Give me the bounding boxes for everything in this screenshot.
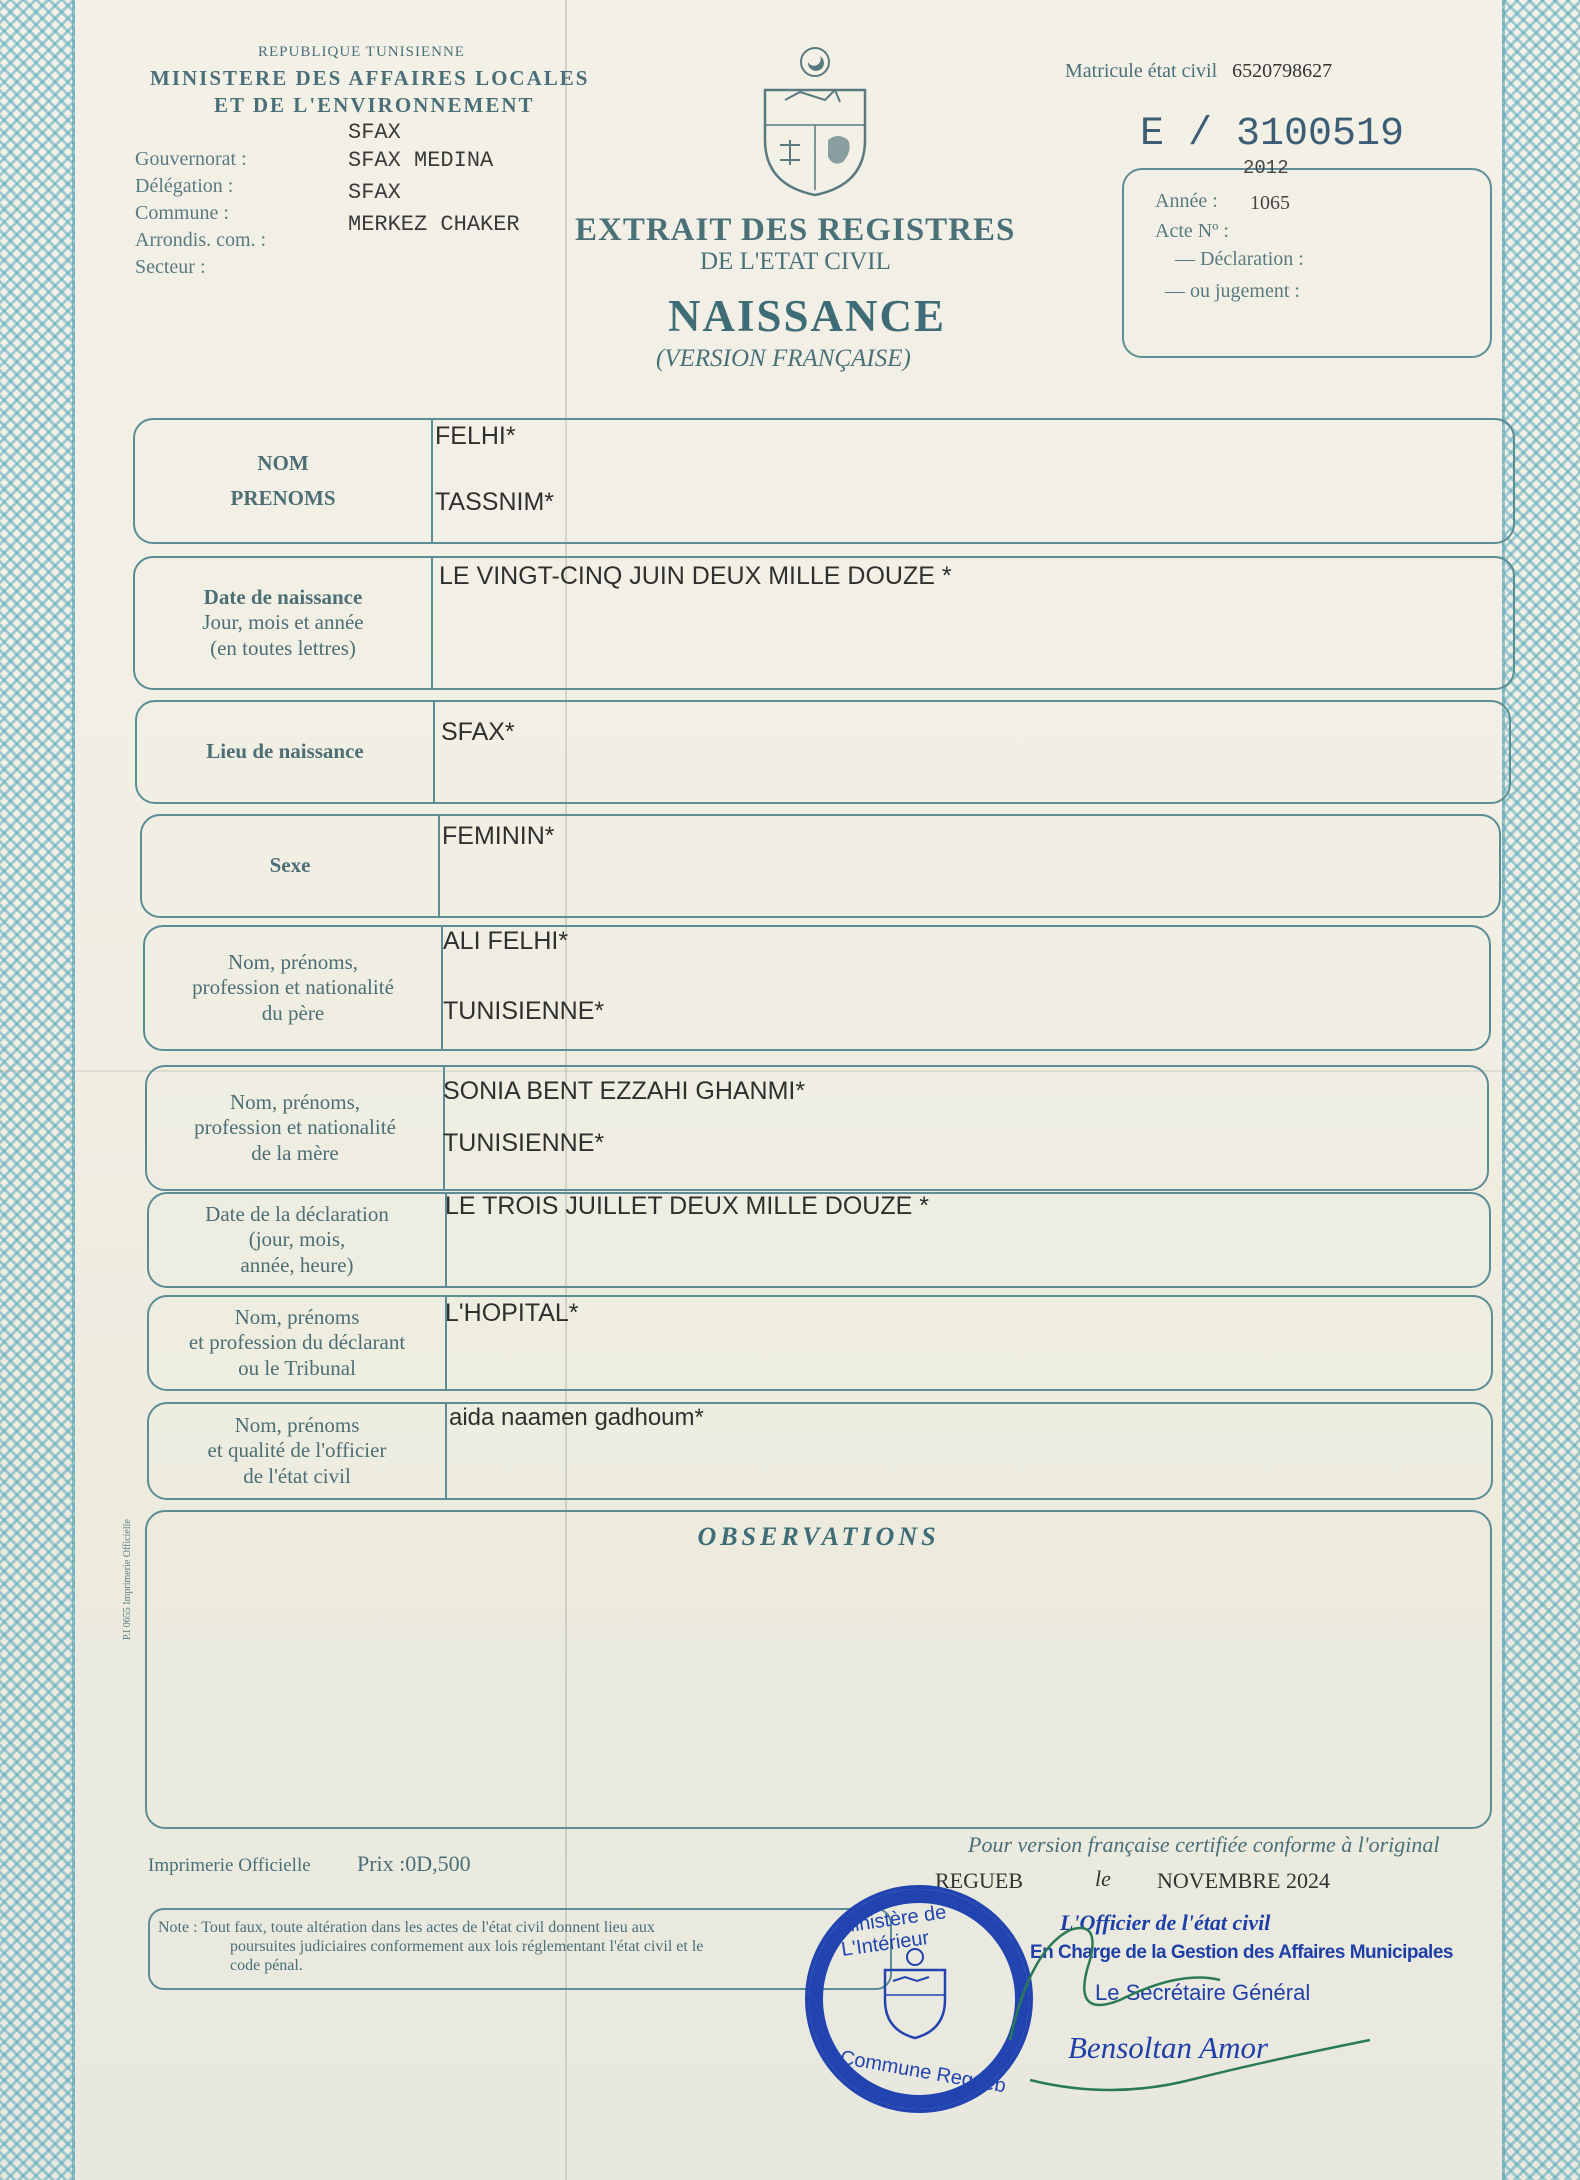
gouvernorat-label: Gouvernorat : — [135, 148, 247, 170]
mere-label-2: profession et nationalité — [194, 1115, 396, 1140]
certification-text: Pour version française certifiée conforme à l'original — [968, 1832, 1440, 1857]
title-version: (VERSION FRANÇAISE) — [656, 345, 911, 372]
observations-title: OBSERVATIONS — [697, 1522, 940, 1551]
stamp-top-text: Ministère de L'Intérieur — [836, 1901, 948, 1962]
date-label-3: (en toutes lettres) — [210, 635, 356, 660]
signature-title-2: En Charge de la Gestion des Affaires Municipales — [1030, 1942, 1453, 1963]
date-value: NOVEMBRE 2024 — [1157, 1868, 1330, 1893]
declarant-label-3: ou le Tribunal — [238, 1355, 356, 1380]
delegation-label: Délégation : — [135, 175, 234, 197]
serial-number: E / 3100519 — [1140, 112, 1405, 157]
nom-prenoms-label — [135, 420, 433, 542]
le-label: le — [1095, 1866, 1111, 1891]
observations-box — [145, 1510, 1492, 1829]
lieu-label: Lieu de naissance — [137, 702, 435, 802]
declarant-label-2: et profession du déclarant — [188, 1330, 406, 1355]
row-declarant — [147, 1295, 1493, 1391]
prenoms-value: TASSNIM* — [435, 488, 554, 516]
officier-label — [149, 1404, 447, 1498]
left-guilloche-border — [0, 0, 75, 2180]
date-naissance-value: LE VINGT-CINQ JUIN DEUX MILLE DOUZE * — [439, 562, 952, 590]
decl-label-3: année, heure) — [240, 1252, 354, 1277]
acte-year-value: 2012 — [1243, 157, 1289, 179]
place-value: REGUEB — [935, 1868, 1023, 1893]
row-date-naissance — [133, 556, 1515, 690]
acte-jugement: — ou jugement : — [1165, 280, 1300, 302]
pere-name-value: ALI FELHI* — [443, 927, 569, 955]
tunisia-coat-of-arms-icon — [750, 40, 880, 200]
delegation-value: SFAX MEDINA — [348, 148, 494, 173]
title-extrait: EXTRAIT DES REGISTRES — [575, 212, 1016, 248]
sexe-label: Sexe — [142, 816, 440, 916]
sexe-value: FEMININ* — [442, 822, 555, 850]
prenoms-label: PRENOMS — [230, 486, 336, 510]
signature-name: Bensoltan Amor — [1068, 2030, 1269, 2065]
acte-year-label: Année : — [1155, 190, 1218, 212]
arrondissement-label: Arrondis. com. : — [135, 229, 267, 251]
decl-label-2: (jour, mois, — [248, 1227, 346, 1252]
acte-number-label: Acte Nº : — [1155, 220, 1229, 242]
matricule-label: Matricule état civil — [1065, 60, 1218, 82]
signature-title-1: L'Officier de l'état civil — [1060, 1910, 1271, 1935]
right-guilloche-border — [1502, 0, 1580, 2180]
declarant-label-1: Nom, prénoms — [234, 1305, 360, 1330]
officier-label-1: Nom, prénoms — [234, 1413, 360, 1438]
row-lieu-naissance — [135, 700, 1511, 804]
date-label-1: Date de naissance — [203, 585, 363, 610]
officier-value: aida naamen gadhoum* — [449, 1404, 704, 1431]
prix-label: Prix :0D,500 — [357, 1851, 471, 1876]
ministry-line-1: MINISTERE DES AFFAIRES LOCALES — [150, 66, 590, 90]
matricule — [1065, 60, 1332, 83]
mere-label — [147, 1067, 445, 1189]
row-mere — [145, 1065, 1489, 1191]
pere-nationality-value: TUNISIENNE* — [443, 997, 605, 1025]
date-label-2: Jour, mois et année — [202, 610, 364, 635]
secteur-label: Secteur : — [135, 256, 206, 278]
arrondissement-value: MERKEZ CHAKER — [348, 212, 520, 237]
decl-label-1: Date de la déclaration — [205, 1202, 389, 1227]
commune-label: Commune : — [135, 202, 229, 224]
stamp-bottom-text: Commune Regueb — [838, 2046, 1008, 2098]
date-naissance-label — [135, 558, 433, 688]
row-nom-prenoms — [133, 418, 1515, 544]
pere-label-3: du père — [261, 1000, 325, 1025]
row-date-declaration — [147, 1192, 1491, 1288]
declarant-value: L'HOPITAL* — [445, 1299, 579, 1327]
signature-title-3: Le Secrétaire Général — [1095, 1980, 1311, 2005]
print-reference: P.I 0655 Imprimerie Officielle — [122, 1519, 133, 1640]
officier-label-3: de l'état civil — [243, 1463, 351, 1488]
commune-value: SFAX — [348, 180, 401, 205]
mere-name-value: SONIA BENT EZZAHI GHANMI* — [443, 1077, 806, 1105]
republic-line: REPUBLIQUE TUNISIENNE — [258, 44, 465, 60]
note-line-3: code pénal. — [230, 1957, 303, 1975]
ministry-line-2: ET DE L'ENVIRONNEMENT — [214, 93, 535, 117]
declaration-value: LE TROIS JUILLET DEUX MILLE DOUZE * — [445, 1192, 929, 1220]
imprimerie-label: Imprimerie Officielle — [148, 1855, 311, 1876]
note-line-2: poursuites judiciaires conformement aux lois réglementant l'état civil et le — [230, 1938, 704, 1956]
acte-number-value: 1065 — [1250, 192, 1290, 214]
pere-label-1: Nom, prénoms, — [227, 950, 359, 975]
nom-value: FELHI* — [435, 422, 516, 450]
handwritten-signature — [990, 1890, 1410, 2100]
title-etat-civil: DE L'ETAT CIVIL — [700, 248, 891, 275]
note-line-1: Note : Tout faux, toute altération dans les actes de l'état civil donnent lieu aux — [158, 1919, 655, 1936]
note-box — [148, 1908, 892, 1990]
note-text — [158, 1918, 882, 1976]
matricule-value: 6520798627 — [1232, 60, 1333, 82]
mere-nationality-value: TUNISIENNE* — [443, 1129, 605, 1157]
officier-label-2: et qualité de l'officier — [207, 1438, 387, 1463]
row-sexe — [140, 814, 1501, 918]
nom-label: NOM — [257, 450, 309, 475]
mere-label-1: Nom, prénoms, — [229, 1090, 361, 1115]
gouvernorat-value: SFAX — [348, 120, 401, 145]
declaration-label — [149, 1194, 447, 1286]
lieu-value: SFAX* — [441, 718, 515, 746]
row-officier — [147, 1402, 1493, 1500]
declarant-label — [149, 1297, 447, 1389]
acte-declaration: — Déclaration : — [1175, 248, 1304, 270]
row-pere — [143, 925, 1491, 1051]
title-naissance: NAISSANCE — [668, 291, 947, 341]
mere-label-3: de la mère — [251, 1140, 339, 1165]
pere-label — [145, 927, 443, 1049]
pere-label-2: profession et nationalité — [192, 975, 394, 1000]
